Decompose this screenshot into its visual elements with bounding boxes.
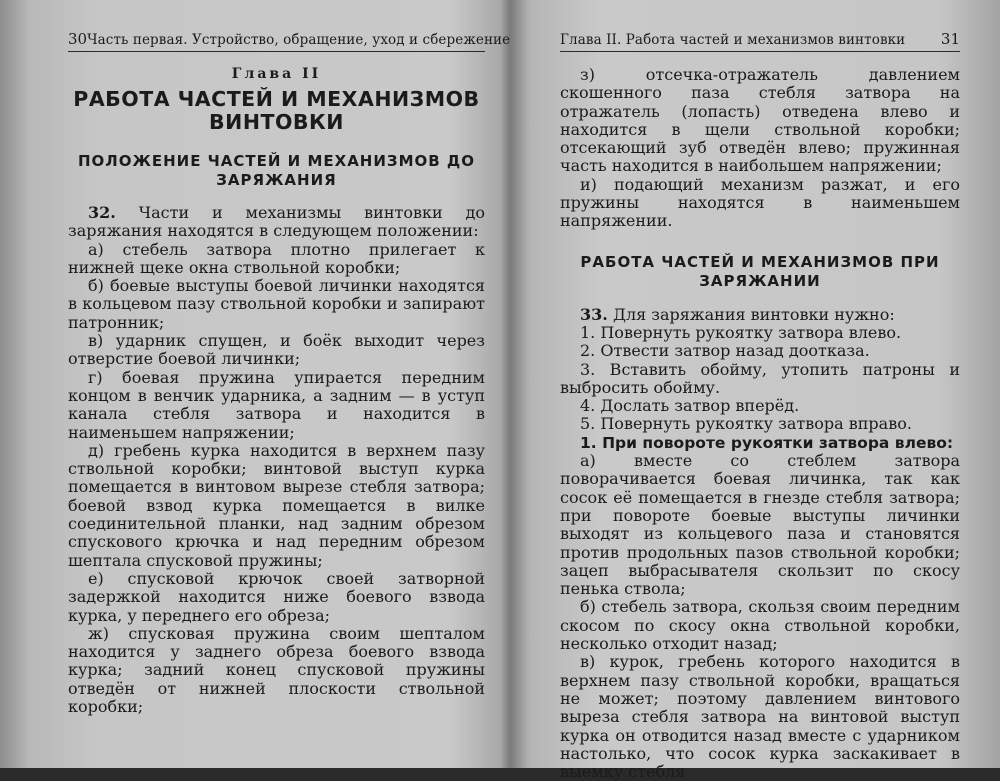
section-title-left: ПОЛОЖЕНИЕ ЧАСТЕЙ И МЕХАНИЗМОВ ДО ЗАРЯЖАНИЯ <box>77 152 476 189</box>
page-number-left: 30 <box>68 30 88 48</box>
step-2: 2. Отвести затвор назад доотказа. <box>580 341 870 361</box>
running-head-right <box>560 30 960 52</box>
list-item-z: з) отсечка-отражатель давлением скошенного паза стебля затвора на отражатель (лопасть) отведена влево и находится в щели ствольной коробки; отсекающий зуб отведён влево; пружинная часть находится в наибольшем напряжении; <box>560 65 960 176</box>
list-item-a-right: а) вместе со стеблем затвора поворачивается боевая личинка, так как сосок её помещается в гнезде стебля затвора; при повороте боевые выступы личинки выходят из кольцевого паза и становятся против продольных пазов ствольной коробки; зацеп выбрасывателя скользит по скосу пенька ствола; <box>560 451 960 599</box>
chapter-label: Глава II <box>231 66 322 82</box>
body-text-right-bottom <box>560 306 960 781</box>
list-item-g: г) боевая пружина упирается передним концом в венчик ударника, а задним — в уступ канала стебля затвора и находится в наименьшем напряжении; <box>68 367 485 442</box>
step-5: 5. Повернуть рукоятку затвора вправо. <box>580 414 912 434</box>
paragraph-text: Для заряжания винтовки нужно: <box>612 304 895 324</box>
page-number-right: 31 <box>940 30 960 48</box>
para-number: 32. <box>88 203 116 222</box>
list-item-b-right: б) стебель затвора, скользя своим передним скосом по скосу окна ствольной коробки, несколько отходит назад; <box>560 597 960 654</box>
body-text-right-top <box>560 66 960 231</box>
step-3: 3. Вставить обойму, утопить патроны и выбросить обойму. <box>560 359 960 397</box>
body-text-left <box>68 204 485 716</box>
section-title-right: РАБОТА ЧАСТЕЙ И МЕХАНИЗМОВ ПРИ ЗАРЯЖАНИИ <box>580 252 940 290</box>
paragraph-32 <box>68 204 485 241</box>
step-1: 1. Повернуть рукоятку затвора влево. <box>580 322 902 342</box>
list-item-b: б) боевые выступы боевой личинки находятся в кольцевом пазу ствольной коробки и запирают патронник; <box>68 276 485 332</box>
bold-heading: 1. При повороте рукоятки затвора влево: <box>580 433 954 452</box>
list-item-a: а) стебель затвора плотно прилегает к нижней щеке окна ствольной коробки; <box>68 239 485 277</box>
paragraph-text: Части и механизмы винтовки до заряжания находятся в следующем положении: <box>68 203 485 241</box>
list-item-i: и) подающий механизм разжат, и его пружины находятся в наименьшем напряжении. <box>560 174 960 231</box>
paragraph-33 <box>560 306 960 324</box>
running-head-left <box>68 30 511 52</box>
running-head-title-right: Глава II. Работа частей и механизмов винтовки <box>560 32 906 48</box>
para-number: 33. <box>580 304 608 324</box>
list-item-v-right: в) курок, гребень которого находится в верхнем пазу ствольной коробки, вращаться не может; поэтому давлением винтового выреза стебля затвора на винтовой выступ курка он отводится назад вместе с ударником настолько, что сосок курка заскакивает в выемку стебля <box>560 652 960 781</box>
chapter-title: РАБОТА ЧАСТЕЙ И МЕХАНИЗМОВ ВИНТОВКИ <box>73 87 480 134</box>
list-item-zh: ж) спусковая пружина своим шепталом находится у заднего обреза боевого взвода курка; задний конец спусковой пружины отведён от нижней плоскости ствольной коробки; <box>68 623 485 717</box>
step-4: 4. Дослать затвор вперёд. <box>580 396 800 416</box>
list-item-e: е) спусковой крючок своей затворной задержкой находится ниже боевого взвода курка, у переднего его обреза; <box>68 568 485 625</box>
running-head-title-left: Часть первая. Устройство, обращение, уход и сбережение <box>87 32 511 48</box>
right-page <box>512 0 1000 781</box>
list-item-v: в) ударник спущен, и боёк выходит через отверстие боевой личинки; <box>68 331 485 369</box>
list-item-d: д) гребень курка находится в верхнем пазу ствольной коробки; винтовой выступ курка помещается в винтовом вырезе стебля затвора; боевой взвод курка помещается в вилке соединительной планки, над задним обрезом спускового крючка и над передним обрезом шептала спусковой пружины; <box>68 440 485 570</box>
